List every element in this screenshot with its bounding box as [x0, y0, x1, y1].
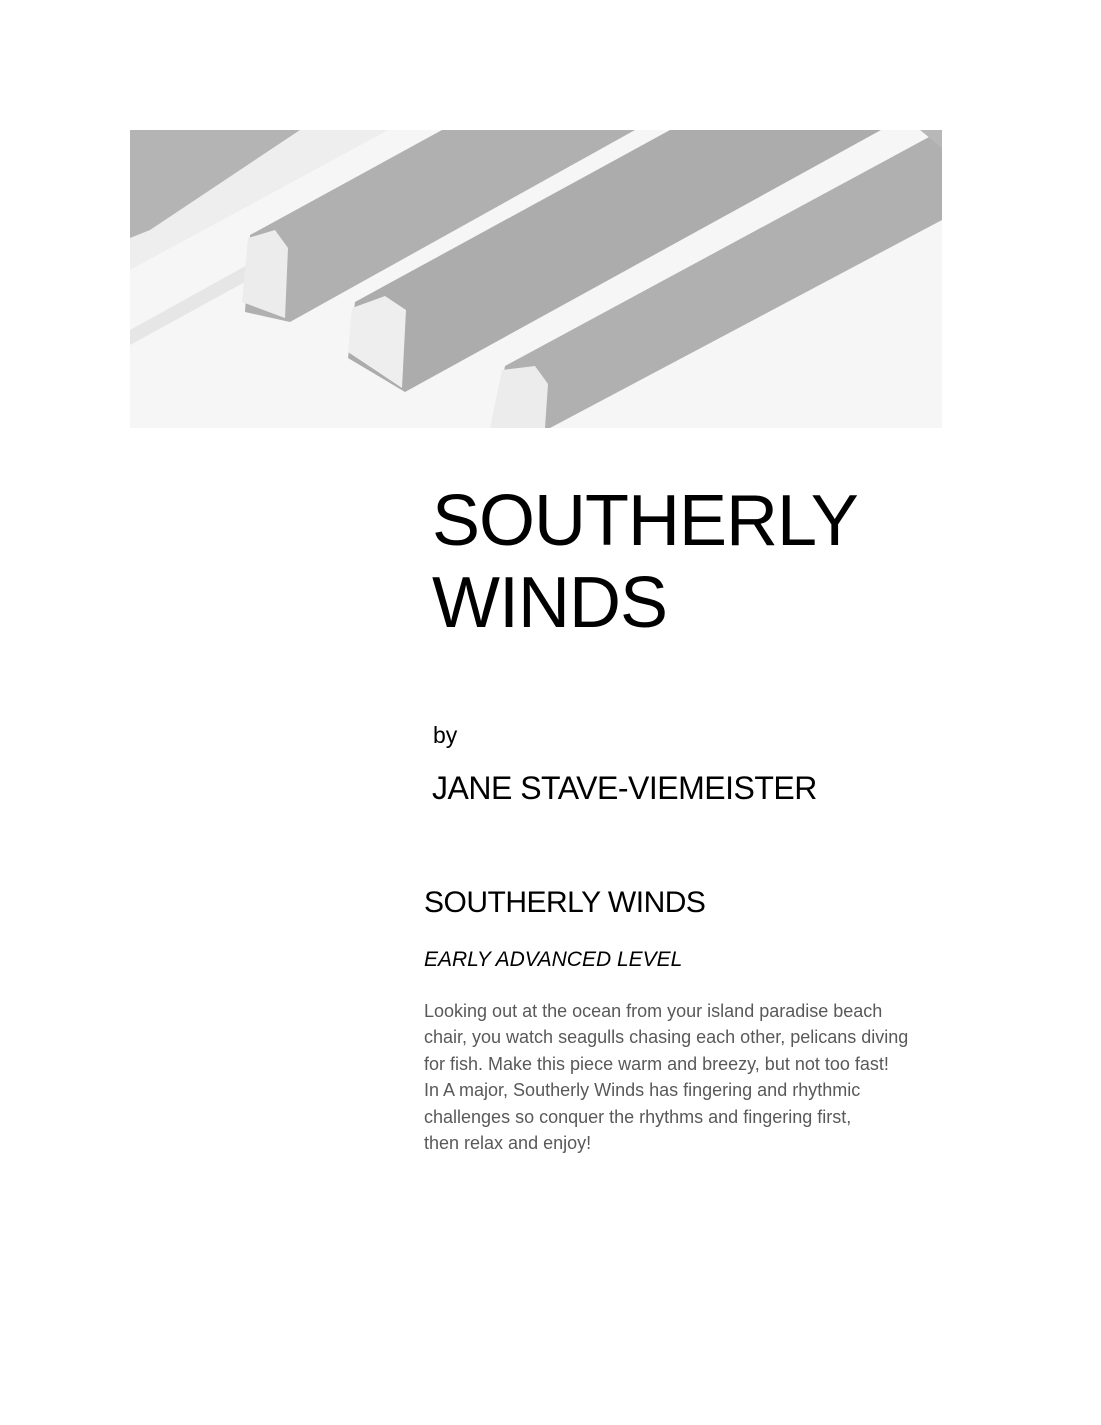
piece-description: [424, 998, 964, 1156]
cover-title: [432, 480, 858, 644]
description-line: Looking out at the ocean from your island paradise beach: [424, 1001, 883, 1021]
piano-keys-image: [130, 130, 942, 428]
description-line: challenges so conquer the rhythms and fingering first,: [424, 1106, 852, 1127]
description-line: for fish. Make this piece warm and breezy, but not too fast!: [424, 1053, 889, 1074]
difficulty-level: EARLY ADVANCED LEVEL: [424, 948, 683, 971]
title-line: SOUTHERLY: [432, 481, 858, 561]
by-label: by: [433, 722, 458, 748]
piece-heading: SOUTHERLY WINDS: [424, 886, 706, 919]
description-line: chair, you watch seagulls chasing each other, pelicans diving: [424, 1027, 909, 1048]
description-line: then relax and enjoy!: [424, 1133, 592, 1154]
title-line: WINDS: [432, 563, 667, 643]
description-line: In A major, Southerly Winds has fingering and rhythmic: [424, 1080, 861, 1101]
author-name: JANE STAVE-VIEMEISTER: [432, 770, 817, 806]
